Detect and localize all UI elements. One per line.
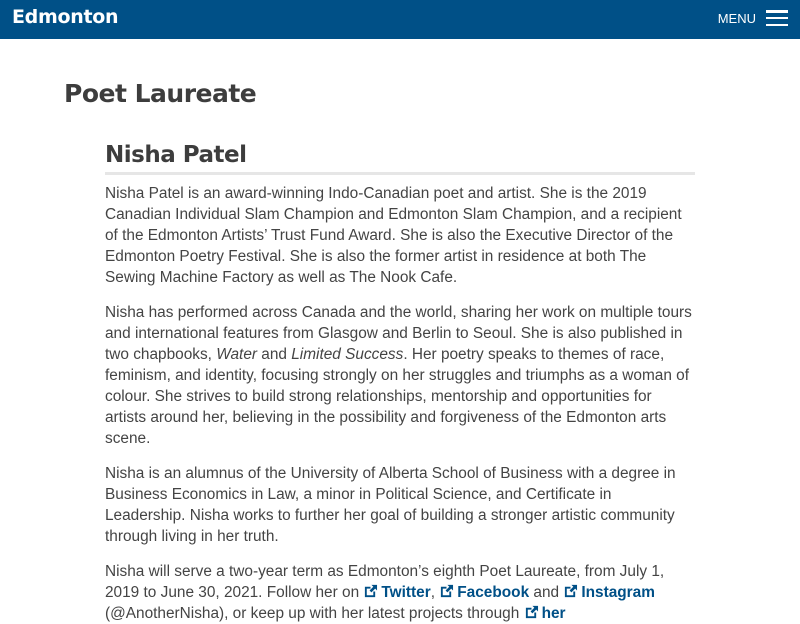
external-link-icon	[363, 584, 378, 598]
twitter-link-label: Twitter	[381, 584, 431, 601]
menu-label: MENU	[717, 10, 756, 26]
twitter-link[interactable]	[363, 584, 430, 601]
instagram-link-label: Instagram	[581, 584, 655, 601]
text: . Her poetry speaks to themes of race, feminism, and identity, focusing strongly on her struggles and triumphs as a woman of colour. She strives to build strong relationships, mentorship and opportunities for artists around her, believing in the possibility and forgiveness of the Edmonton arts scene.	[105, 346, 689, 447]
external-link-icon	[524, 605, 539, 619]
bio-paragraph-4	[105, 561, 695, 624]
text: (@AnotherNisha), or keep up with her latest projects through	[105, 605, 524, 622]
hamburger-icon	[766, 10, 788, 26]
text: and	[529, 584, 564, 601]
bio-paragraph-1: Nisha Patel is an award-winning Indo-Canadian poet and artist. She is the 2019 Canadian Individual Slam Champion and Edmonton Slam Champion, and a recipient of the Edmonton Artists’ Trust Fund Award. She is also the Executive Director of the Edmonton Poetry Festival. She is also the former artist in residence at both The Sewing Machine Factory as well as The Nook Cafe.	[105, 185, 682, 286]
text: Nisha has performed across Canada and the world, sharing her work on multiple tours and international features from Glasgow and Berlin to Seoul. She is also published in two chapbooks,	[105, 304, 692, 363]
external-link-icon	[563, 584, 578, 598]
text: and	[257, 346, 292, 363]
instagram-link[interactable]	[563, 584, 655, 601]
page-title: Poet Laureate	[64, 79, 257, 108]
projects-link-label: her	[541, 605, 566, 622]
profile-name: Nisha Patel	[105, 142, 695, 175]
bio-paragraph-2	[105, 302, 695, 449]
edmonton-logo[interactable]: Edmonton	[12, 6, 119, 28]
external-link-icon	[439, 584, 454, 598]
profile-content	[105, 142, 695, 624]
projects-link[interactable]	[524, 605, 566, 622]
book-title-limited-success: Limited Success	[291, 346, 404, 363]
book-title-water: Water	[216, 346, 258, 363]
facebook-link[interactable]	[439, 584, 529, 601]
text: Nisha will serve a two-year term as Edmonton’s eighth Poet Laureate, from July 1, 2019 to June 30, 2021. Follow her on	[105, 563, 665, 601]
facebook-link-label: Facebook	[457, 584, 530, 601]
site-header	[0, 0, 800, 39]
text: ,	[430, 584, 440, 601]
menu-button[interactable]	[718, 10, 788, 26]
bio-paragraph-3: Nisha is an alumnus of the University of Alberta School of Business with a degree in Business Economics in Law, a minor in Political Science, and Certificate in Leadership. Nisha works to further her goal of building a stronger artistic community through living in her truth.	[105, 465, 676, 545]
